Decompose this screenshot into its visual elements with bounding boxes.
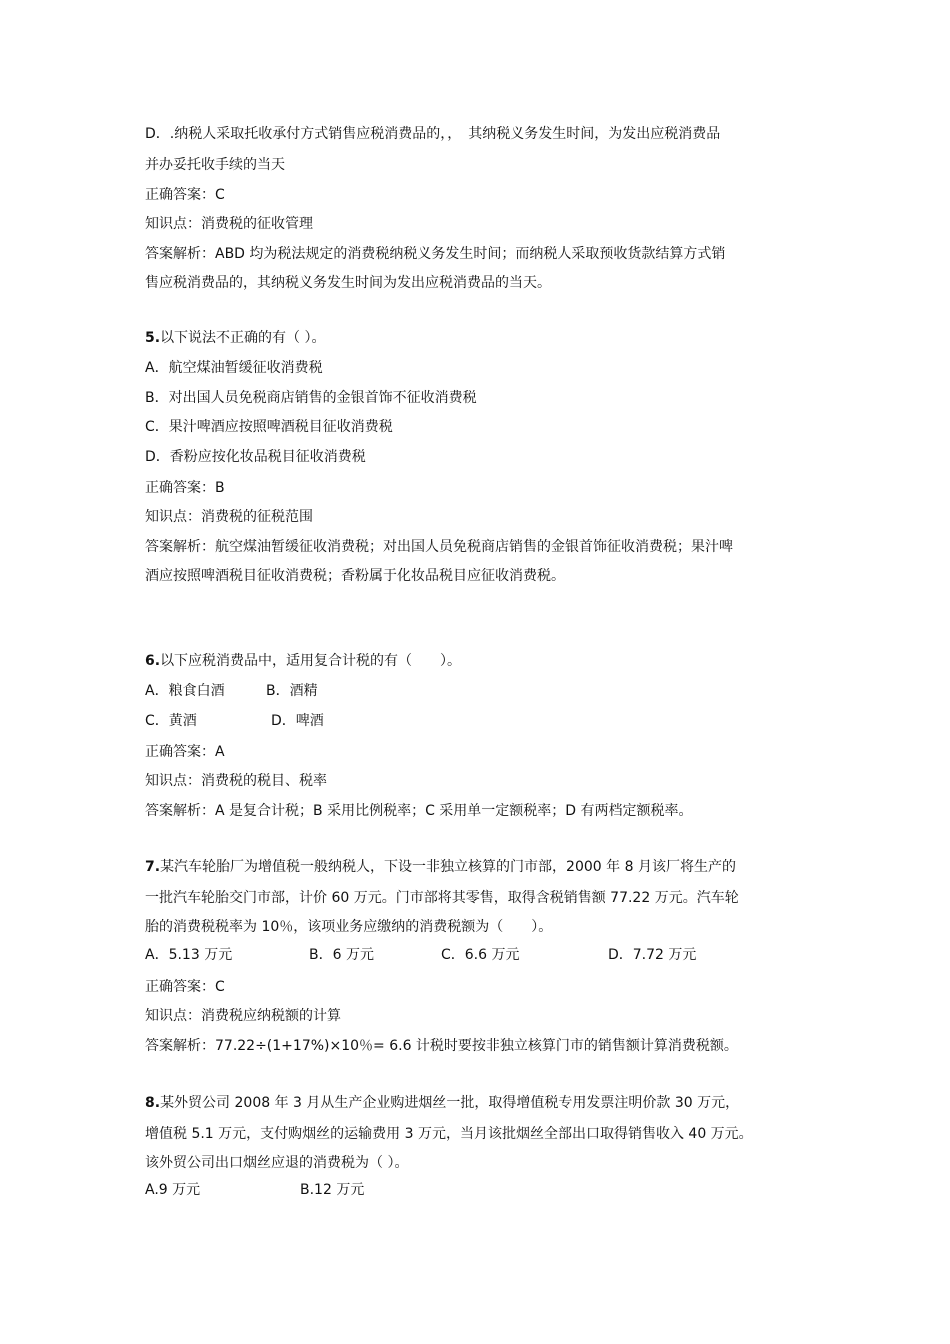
q7-stem-line2: 一批汽车轮胎交门市部，计价 60 万元。门市部将其零售，取得含税销售额 77.22 万元。汽车轮 [145, 890, 739, 906]
q8-stem-text: 某外贸公司 2008 年 3 月从生产企业购进烟丝一批，取得增值税专用发票注明价款 30 万元， [160, 1095, 740, 1111]
q5-option-d: D．香粉应按化妆品税目征收消费税 [145, 449, 366, 465]
q7-option-b: B．6 万元 [309, 947, 374, 963]
q4-answer: 正确答案：C [145, 187, 225, 203]
q7-option-c: C．6.6 万元 [441, 947, 520, 963]
q5-stem-text: 以下说法不正确的有（ ）。 [160, 330, 326, 346]
q8-stem-line1 [145, 1093, 739, 1113]
q4-option-d-line1: D．.纳税人采取托收承付方式销售应税消费品的，， 其纳税义务发生时间，为发出应税消费品 [145, 126, 721, 142]
q7-stem-line3: 胎的消费税税率为 10％，该项业务应缴纳的消费税额为（ ）。 [145, 919, 553, 935]
q6-option-c: C．黄酒 [145, 713, 197, 729]
q6-analysis: 答案解析：A 是复合计税；B 采用比例税率；C 采用单一定额税率；D 有两档定额税率。 [145, 803, 693, 819]
q4-knowledge: 知识点：消费税的征收管理 [145, 216, 313, 232]
q4-analysis-line2: 售应税消费品的，其纳税义务发生时间为发出应税消费品的当天。 [145, 275, 551, 291]
q6-option-b: B．酒精 [266, 683, 318, 699]
q6-option-a: A．粮食白酒 [145, 683, 225, 699]
q6-number: 6. [145, 653, 161, 669]
q7-number: 7. [145, 859, 161, 875]
q5-answer: 正确答案：B [145, 480, 225, 496]
q5-option-a: A．航空煤油暂缓征收消费税 [145, 360, 323, 376]
q6-option-d: D．啤酒 [271, 713, 324, 729]
q7-option-d: D．7.72 万元 [608, 947, 697, 963]
q6-stem-text: 以下应税消费品中，适用复合计税的有（ ）。 [160, 653, 462, 669]
q5-option-b: B．对出国人员免税商店销售的金银首饰不征收消费税 [145, 390, 477, 406]
q7-answer: 正确答案：C [145, 979, 225, 995]
q8-option-a: A.9 万元 [145, 1182, 201, 1198]
q8-stem-line3: 该外贸公司出口烟丝应退的消费税为（ ）。 [145, 1155, 409, 1171]
q6-knowledge: 知识点：消费税的税目、税率 [145, 773, 327, 789]
q6-stem [145, 651, 461, 671]
q5-option-c: C．果汁啤酒应按照啤酒税目征收消费税 [145, 419, 393, 435]
q6-answer: 正确答案：A [145, 744, 225, 760]
q4-option-d-line2: 并办妥托收手续的当天 [145, 157, 285, 173]
q5-analysis-line1: 答案解析：航空煤油暂缓征收消费税；对出国人员免税商店销售的金银首饰征收消费税；果汁啤 [145, 539, 733, 555]
q4-analysis-line1: 答案解析：ABD 均为税法规定的消费税纳税义务发生时间；而纳税人采取预收货款结算方式销 [145, 246, 726, 262]
q8-stem-line2: 增值税 5.1 万元，支付购烟丝的运输费用 3 万元，当月该批烟丝全部出口取得销售收入 40 万元。 [145, 1126, 753, 1142]
q5-knowledge: 知识点：消费税的征税范围 [145, 509, 313, 525]
q7-analysis: 答案解析：77.22÷(1+17%)×10％= 6.6 计税时要按非独立核算门市的销售额计算消费税额。 [145, 1038, 738, 1054]
q7-stem-line1 [145, 857, 736, 877]
q5-stem [145, 328, 326, 348]
q7-option-a: A．5.13 万元 [145, 947, 233, 963]
q7-knowledge: 知识点：消费税应纳税额的计算 [145, 1008, 341, 1024]
q8-option-b: B.12 万元 [300, 1182, 365, 1198]
q8-number: 8. [145, 1095, 161, 1111]
q5-number: 5. [145, 330, 161, 346]
q7-stem-text: 某汽车轮胎厂为增值税一般纳税人，下设一非独立核算的门市部，2000 年 8 月该厂将生产的 [160, 859, 736, 875]
q5-analysis-line2: 酒应按照啤酒税目征收消费税；香粉属于化妆品税目应征收消费税。 [145, 568, 565, 584]
